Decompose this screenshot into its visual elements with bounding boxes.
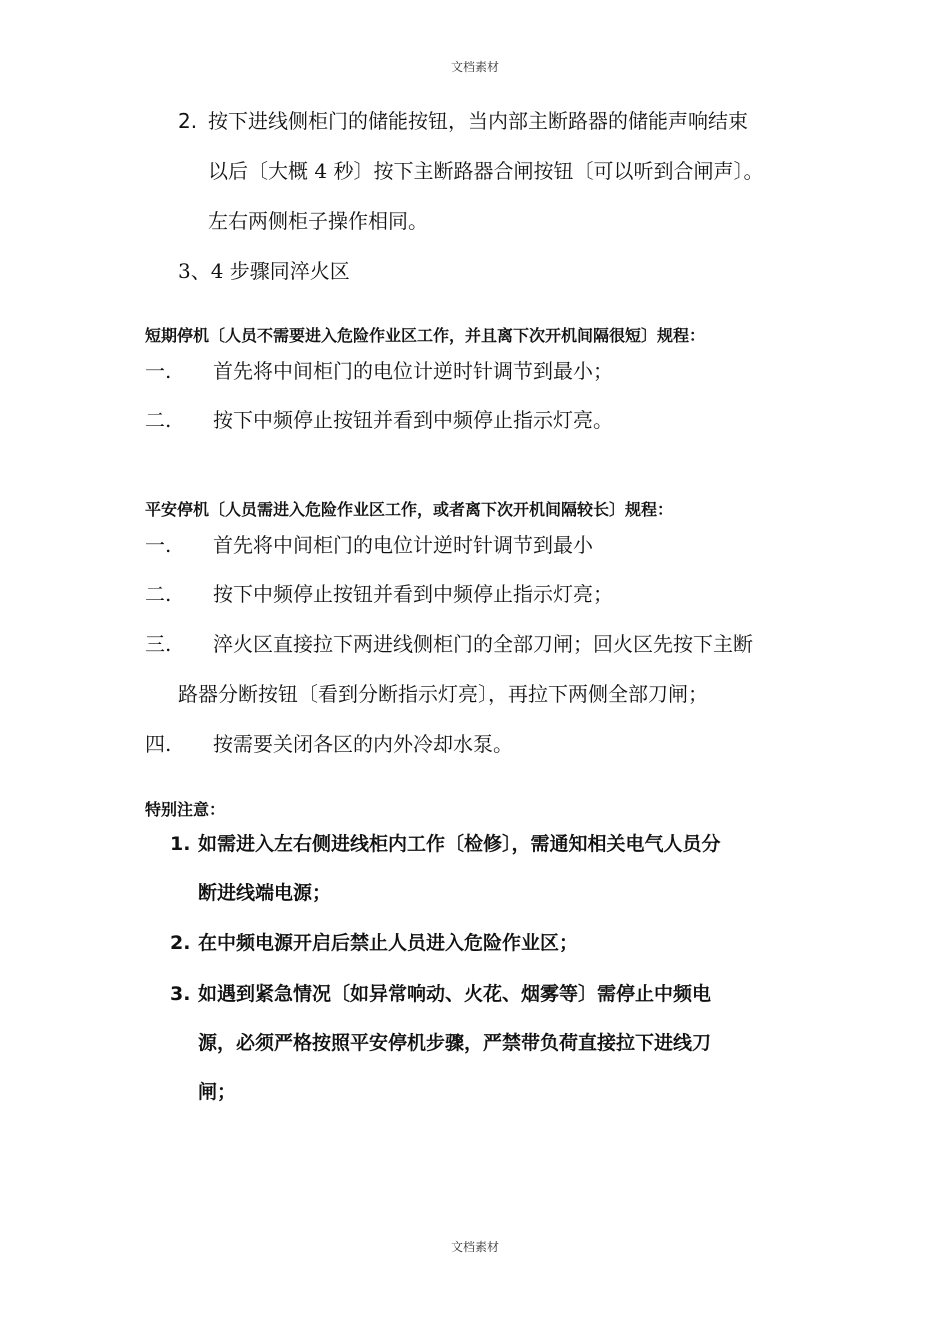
section-heading-notes: 特别注意： (145, 800, 226, 819)
step-number: 2. (178, 109, 198, 133)
note-number: 3. (170, 983, 191, 1005)
step-text-line: 按下进线侧柜门的储能按钮，当内部主断路器的储能声响结束 (208, 109, 748, 133)
note-text-line: 闸； (198, 1081, 237, 1103)
note-text-line: 如遇到紧急情况〔如异常响动、火花、烟雾等〕需停止中频电 (198, 983, 712, 1005)
page-header: 文档素材 (450, 60, 499, 74)
list-marker: 四. (145, 732, 172, 756)
note-number: 2. (170, 932, 191, 954)
note-text-line: 断进线端电源； (198, 882, 332, 904)
page-footer: 文档素材 (450, 1240, 499, 1254)
list-marker: 一. (145, 359, 172, 383)
note-text-line: 如需进入左右侧进线柜内工作〔检修〕，需通知相关电气人员分 (198, 833, 721, 855)
section-heading-safe-stop: 平安停机〔人员需进入危险作业区工作，或者离下次开机间隔较长〕规程： (145, 500, 674, 519)
step-text-line: 3、4 步骤同淬火区 (178, 259, 350, 283)
list-marker: 一. (145, 533, 172, 557)
list-item: 首先将中间柜门的电位计逆时针调节到最小 (213, 533, 593, 557)
note-text-line: 在中频电源开启后禁止人员进入危险作业区； (198, 932, 579, 954)
list-item: 按下中频停止按钮并看到中频停止指示灯亮。 (213, 408, 613, 432)
list-item: 首先将中间柜门的电位计逆时针调节到最小； (213, 359, 613, 383)
list-marker: 二. (145, 582, 172, 606)
note-number: 1. (170, 833, 191, 855)
list-item-continuation: 路器分断按钮〔看到分断指示灯亮〕，再拉下两侧全部刀闸； (178, 682, 708, 706)
list-item: 淬火区直接拉下两进线侧柜门的全部刀闸；回火区先按下主断 (213, 632, 753, 656)
list-marker: 二. (145, 408, 172, 432)
step-text-line: 以后〔大概 4 秒〕按下主断路器合闸按钮〔可以听到合闸声〕。 (208, 159, 764, 183)
note-text-line: 源，必须严格按照平安停机步骤，严禁带负荷直接拉下进线刀 (198, 1032, 712, 1054)
section-heading-short-stop: 短期停机〔人员不需要进入危险作业区工作，并且离下次开机间隔很短〕规程： (145, 326, 706, 345)
list-item: 按需要关闭各区的内外冷却水泵。 (213, 732, 513, 756)
list-item: 按下中频停止按钮并看到中频停止指示灯亮； (213, 582, 613, 606)
list-marker: 三. (145, 632, 172, 656)
step-text-line: 左右两侧柜子操作相同。 (208, 209, 428, 233)
